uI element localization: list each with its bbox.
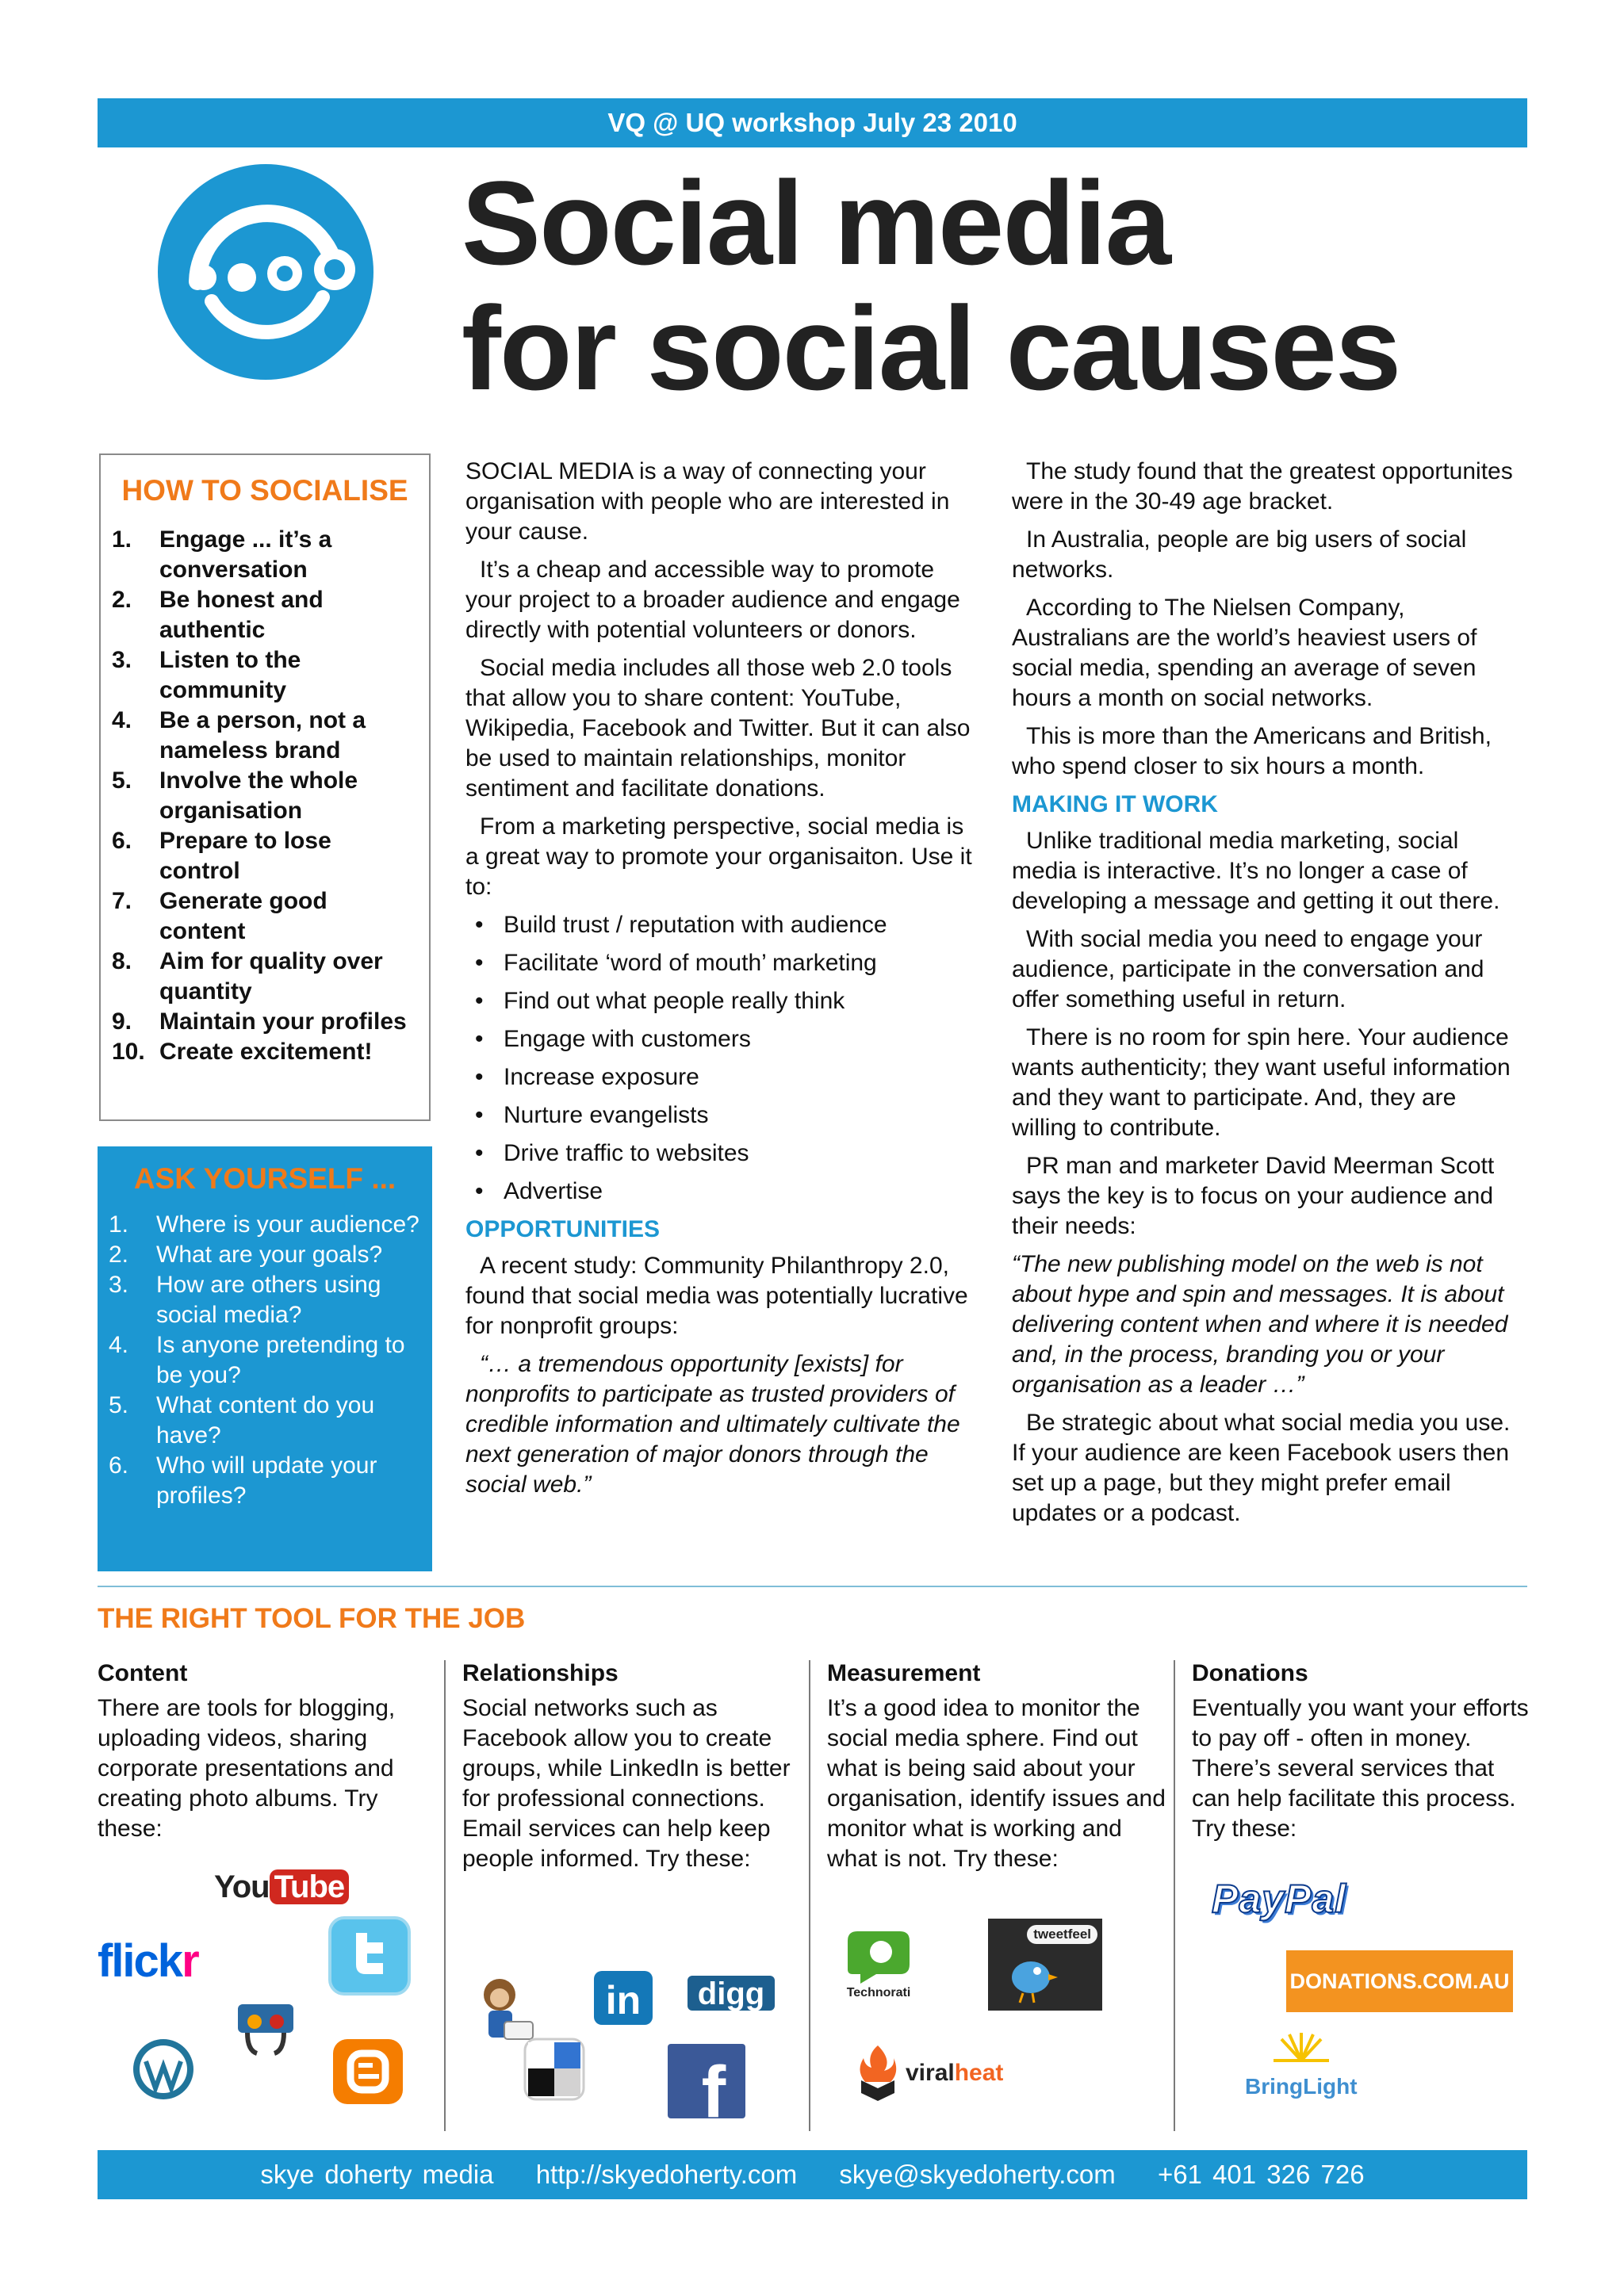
paragraph: This is more than the Americans and British, who spend closer to six hours a month. [1012, 723, 1492, 779]
quote: “The new publishing model on the web is not about hype and spin and messages. It is about delivering content when and where it is needed and, in the process, branding you or your organisation as a leader …” [1012, 1251, 1508, 1398]
twitter-icon[interactable] [327, 1915, 412, 1996]
paragraph: The study found that the greatest opportunites were in the 30-49 age bracket. [1012, 458, 1513, 515]
viralheat-logo[interactable]: viralheat [856, 2044, 1003, 2103]
list-item: 2. Be honest and authentic [112, 587, 324, 643]
tool-column-text: It’s a good idea to monitor the social media sphere. Find out what is being said about your organisation, identify issues and monitor what is working and what is not. Try these: [827, 1695, 1166, 1872]
paragraph: According to The Nielsen Company, Australians are the world’s heaviest users of social media, spending an average of seven hours a month on social networks. [1012, 595, 1477, 711]
list-item: 1. Where is your audience? [109, 1211, 419, 1238]
section-divider [98, 1586, 1527, 1587]
list-item: 7. Generate good content [112, 888, 327, 944]
tool-column-heading: Measurement [827, 1660, 981, 1686]
tweetfeel-label: tweetfeel [1027, 1925, 1097, 1944]
list-item: • Engage with customers [465, 1024, 981, 1054]
footer-url-link[interactable]: http://skyedoherty.com [535, 2160, 798, 2189]
page-title: Social media for social causes [462, 156, 1400, 415]
tweetfeel-logo[interactable] [988, 1919, 1102, 2011]
ask-yourself-title: ASK YOURSELF ... [133, 1162, 396, 1195]
list-item: • Increase exposure [465, 1062, 981, 1093]
column-separator [809, 1660, 810, 2131]
list-item: • Facilitate ‘word of mouth’ marketing [465, 948, 981, 978]
list-item: • Find out what people really think [465, 986, 981, 1016]
contact-footer [98, 2150, 1527, 2199]
svg-text:digg: digg [697, 1976, 765, 2011]
circular-logo-icon [156, 163, 375, 381]
making-it-work-heading: MAKING IT WORK [1012, 791, 1218, 817]
list-item: • Advertise [465, 1177, 981, 1207]
linkedin-icon[interactable] [592, 1969, 654, 2026]
list-item: 6. Prepare to lose control [112, 828, 331, 884]
paragraph: SOCIAL MEDIA is a way of connecting your organisation with people who are interested in your cause. [465, 458, 950, 545]
tool-column-heading: Relationships [462, 1660, 619, 1686]
paragraph: Be strategic about what social media you use. If your audience are keen Facebook users then set up a page, but they might prefer email updates or a podcast. [1012, 1410, 1511, 1526]
list-item: 4. Is anyone pretending to be you? [109, 1332, 405, 1388]
footer-name: skye doherty media [260, 2160, 494, 2189]
bringlight-logo[interactable] [1245, 2031, 1356, 2107]
paragraph: Unlike traditional media marketing, social media is interactive. It’s no longer a case of developing a message and getting it out there. [1012, 828, 1500, 914]
svg-text:f: f [701, 2052, 726, 2120]
how-to-socialise-list [112, 525, 418, 1067]
list-item: 5. What content do you have? [109, 1392, 375, 1448]
tool-column-text: There are tools for blogging, uploading videos, sharing corporate presentations and creating photo albums. Try these: [98, 1695, 396, 1842]
workshop-banner: VQ @ UQ workshop July 23 2010 [98, 98, 1527, 147]
article-column-right [1012, 457, 1527, 1536]
digg-icon[interactable] [686, 1971, 776, 2015]
paragraph: In Australia, people are big users of social networks. [1012, 526, 1467, 583]
paragraph: With social media you need to engage your audience, participate in the conversation and offer something useful in return. [1012, 926, 1484, 1012]
delicious-icon[interactable] [523, 2038, 585, 2101]
donations-com-au-logo[interactable]: DONATIONS.COM.AU [1286, 1950, 1513, 2012]
technorati-logo[interactable] [839, 1925, 918, 2000]
how-to-socialise-title: HOW TO SOCIALISE [121, 474, 408, 507]
technorati-icon [845, 1925, 913, 1985]
tools-section-title: THE RIGHT TOOL FOR THE JOB [98, 1603, 526, 1634]
footer-email-link[interactable]: skye@skyedoherty.com [839, 2160, 1116, 2189]
technorati-label: Technorati [846, 1986, 911, 1999]
flickr-logo-icon[interactable]: flickr [98, 1935, 198, 1987]
list-item: 3. How are others using social media? [109, 1272, 381, 1328]
flame-box-icon [856, 2044, 899, 2103]
list-item: • Drive traffic to websites [465, 1138, 981, 1169]
facebook-icon[interactable] [666, 2042, 747, 2120]
blogger-icon[interactable] [331, 2038, 404, 2106]
ask-yourself-box [98, 1146, 432, 1571]
article-column-middle [465, 457, 981, 1508]
quote: “… a tremendous opportunity [exists] for nonprofits to participate as trusted providers of credible information and ultimately cultivate the next generation of major donors through the social web.” [465, 1351, 960, 1498]
list-item: • Nurture evangelists [465, 1100, 981, 1131]
paragraph: It’s a cheap and accessible way to promote your project to a broader audience and engage directly with potential volunteers or donors. [465, 557, 960, 643]
youtube-logo-icon[interactable]: You Tube [214, 1869, 349, 1905]
column-separator [1174, 1660, 1175, 2131]
paragraph: Social media includes all those web 2.0 tools that allow you to share content: YouTube, Wikipedia, Facebook and Twitter. But it can also be used to maintain relationships, monitor sentiment and facilitate donations. [465, 655, 971, 802]
list-item: 5. Involve the whole organisation [112, 767, 358, 824]
list-item: 6. Who will update your profiles? [109, 1452, 377, 1509]
uses-bullet-list [465, 910, 981, 1207]
list-item: 9. Maintain your profiles [112, 1008, 407, 1035]
opportunities-heading: OPPORTUNITIES [465, 1216, 661, 1242]
tool-column-heading: Content [98, 1660, 188, 1686]
list-item: 8. Aim for quality over quantity [112, 948, 383, 1004]
slideshare-icon[interactable] [235, 2003, 297, 2058]
paragraph: A recent study: Community Philanthropy 2.0, found that social media was potentially lucrative for nonprofit groups: [465, 1253, 968, 1339]
tool-column-text: Eventually you want your efforts to pay off - often in money. There’s several services that can help facilitate this process. Try these: [1192, 1695, 1529, 1842]
paragraph: There is no room for spin here. Your audience wants authenticity; they want useful information and they want to participate. And, they are willing to contribute. [1012, 1024, 1511, 1141]
svg-text:in: in [605, 1978, 642, 2022]
list-item: • Build trust / reputation with audience [465, 910, 981, 940]
ask-yourself-list [109, 1210, 421, 1511]
paypal-logo[interactable]: PayPal [1212, 1877, 1347, 1921]
column-separator [444, 1660, 446, 2131]
bringlight-label: BringLight [1245, 2074, 1358, 2099]
list-item: 2. What are your goals? [109, 1242, 383, 1268]
list-item: 3. Listen to the community [112, 647, 301, 703]
paragraph: From a marketing perspective, social media is a great way to promote your organisaiton. Use it to: [465, 813, 972, 900]
paragraph: PR man and marketer David Meerman Scott says the key is to focus on your audience and their needs: [1012, 1153, 1495, 1239]
how-to-socialise-box [99, 453, 431, 1121]
list-item: 4. Be a person, not a nameless brand [112, 707, 366, 763]
blue-bird-icon [1004, 1950, 1059, 2004]
tool-column-heading: Donations [1192, 1660, 1308, 1686]
footer-phone: +61 401 326 726 [1157, 2160, 1365, 2189]
list-item: 1. Engage ... it’s a conversation [112, 526, 332, 583]
tool-column-text: Social networks such as Facebook allow you to create groups, while LinkedIn is better for professional connections. Email services can help keep people informed. Try these: [462, 1695, 791, 1872]
wordpress-icon[interactable] [132, 2038, 195, 2101]
list-item: 10. Create excitement! [112, 1039, 373, 1065]
